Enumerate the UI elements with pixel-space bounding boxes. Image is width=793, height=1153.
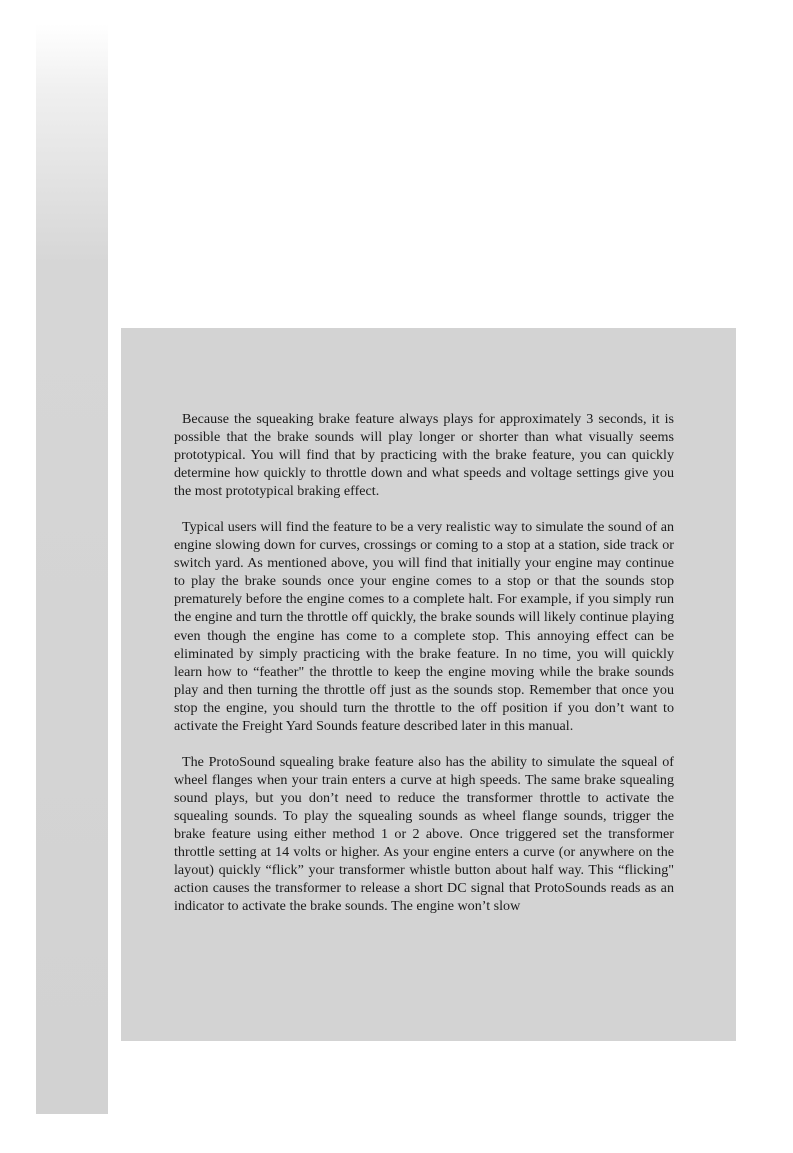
body-text (174, 410, 674, 933)
paragraph-brake-duration: Because the squeaking brake feature always plays for approximately 3 seconds, it is possible that the brake sounds will play longer or shorter than what visually seems prototypical. You will find that by practicing with the brake feature, you can quickly determine how quickly to throttle down and what speeds and voltage settings give you the most prototypical braking effect. (174, 411, 674, 500)
paragraph-realistic-simulation: Typical users will find the feature to be a very realistic way to simulate the sound of an engine slowing down for curves, crossings or coming to a stop at a station, side track or switch yard. As mentioned above, you will find that initially your engine may continue to play the brake sounds once your engine comes to a stop or that the sounds stop prematurely before the engine comes to a complete halt. For example, if you simply run the engine and turn the throttle off quickly, the brake sounds will likely continue playing even though the engine has come to a complete stop. This annoying effect can be eliminated by simply practicing with the brake feature. In no time, you will quickly learn how to “feather" the throttle to keep the engine moving while the brake sounds play and then turning the throttle off just as the sounds stop. Remember that once you stop the engine, you should turn the throttle to the off position if you don’t want to activate the Freight Yard Sounds feature described later in this manual. (174, 519, 674, 734)
page-side-bar (36, 24, 108, 1114)
paragraph-wheel-flange-squeal: The ProtoSound squealing brake feature also has the ability to simulate the squeal of wheel flanges when your train enters a curve at high speeds. The same brake squealing sound plays, but you don’t need to reduce the transformer throttle to activate the squealing sounds. To play the squealing sounds as wheel flange sounds, trigger the brake feature using either method 1 or 2 above. Once triggered set the transformer throttle setting at 14 volts or higher. As your engine enters a curve (or anywhere on the layout) quickly “flick” your transformer whistle button about half way. This “flicking" action causes the transformer to release a short DC signal that ProtoSounds reads as an indicator to activate the brake sounds. The engine won’t slow (174, 753, 674, 915)
text-panel (121, 328, 736, 1041)
